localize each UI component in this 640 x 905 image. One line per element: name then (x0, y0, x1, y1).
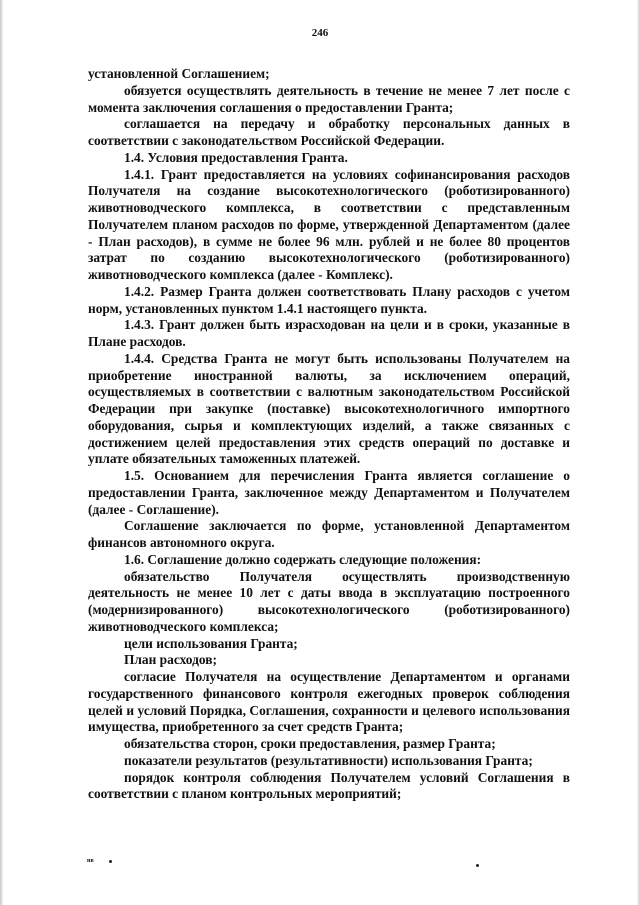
list-item: обязательство Получателя осуществлять производственную деятельность не менее 10 лет с даты ввода в эксплуатацию построенного (модернизированного) высокотехнологического (роботизированного) животноводческого комплекса; (88, 568, 570, 634)
scan-edge-left (0, 0, 3, 905)
scan-speck (109, 860, 112, 863)
paragraph: 1.4.3. Грант должен быть израсходован на цели и в сроки, указанные в Плане расходов. (88, 317, 570, 349)
list-item: порядок контроля соблюдения Получателем условий Соглашения в соответствии с планом контрольных мероприятий; (88, 769, 570, 802)
paragraph: 1.5. Основанием для перечисления Гранта является соглашение о предоставлении Гранта, заключенное между Департаментом и Получателем (далее - Соглашение). (88, 468, 570, 517)
paragraph: соглашается на передачу и обработку персональных данных в соответствии с законодательством Российской Федерации. (88, 116, 570, 148)
list-item: цели использования Гранта; (124, 635, 298, 651)
list-item: обязательства сторон, сроки предоставления, размер Гранта; (124, 736, 496, 751)
paragraph: обязуется осуществлять деятельность в течение не менее 7 лет после с момента заключения соглашения о предоставлении Гранта; (88, 82, 570, 115)
list-item: согласие Получателя на осуществление Департаментом и органами государственного финансового контроля ежегодных проверок соблюдения целей и условий Порядка, Соглашения, сохранности и целевого использования имущества, приобретенного за счет средств Гранта; (88, 669, 570, 735)
paragraph: установленной Соглашением; (88, 66, 270, 81)
list-item: показатели результатов (результативности) использования Гранта; (124, 752, 533, 768)
list-item: План расходов; (124, 652, 217, 668)
paragraph: 1.6. Соглашение должно содержать следующие положения: (124, 551, 482, 567)
section-heading: 1.4. Условия предоставления Гранта. (124, 149, 348, 165)
paragraph: Соглашение заключается по форме, установленной Департаментом финансов автономного округа. (88, 518, 570, 550)
page-number: 246 (311, 27, 329, 39)
paragraph: 1.4.2. Размер Гранта должен соответствовать Плану расходов с учетом норм, установленных пунктом 1.4.1 настоящего пункта. (88, 283, 570, 316)
footer-mark: нв (87, 858, 94, 864)
scan-speck (476, 864, 479, 867)
paragraph: 1.4.4. Средства Гранта не могут быть использованы Получателем на приобретение иностранной валюты, за исключением операций, осуществляемых в соответствии с валютным законодательством Российской Федерации при закупке (поставке) высокотехнологичного импортного оборудования, сырья и комплектующих изделий, а также связанных с достижением целей предоставления этих средств операций по доставке и уплате обязательных таможенных платежей. (88, 350, 570, 467)
document-body (88, 66, 570, 803)
paragraph: 1.4.1. Грант предоставляется на условиях софинансирования расходов Получателя на создание высокотехнологического (роботизированного) животноводческого комплекса, в соответствии с представленным Получателем планом расходов по форме, утвержденной Департаментом (далее - План расходов), в сумме не более 96 млн. рублей и не более 80 процентов затрат по созданию высокотехнологического (роботизированного) животноводческого комплекса (далее - Комплекс). (88, 166, 570, 282)
